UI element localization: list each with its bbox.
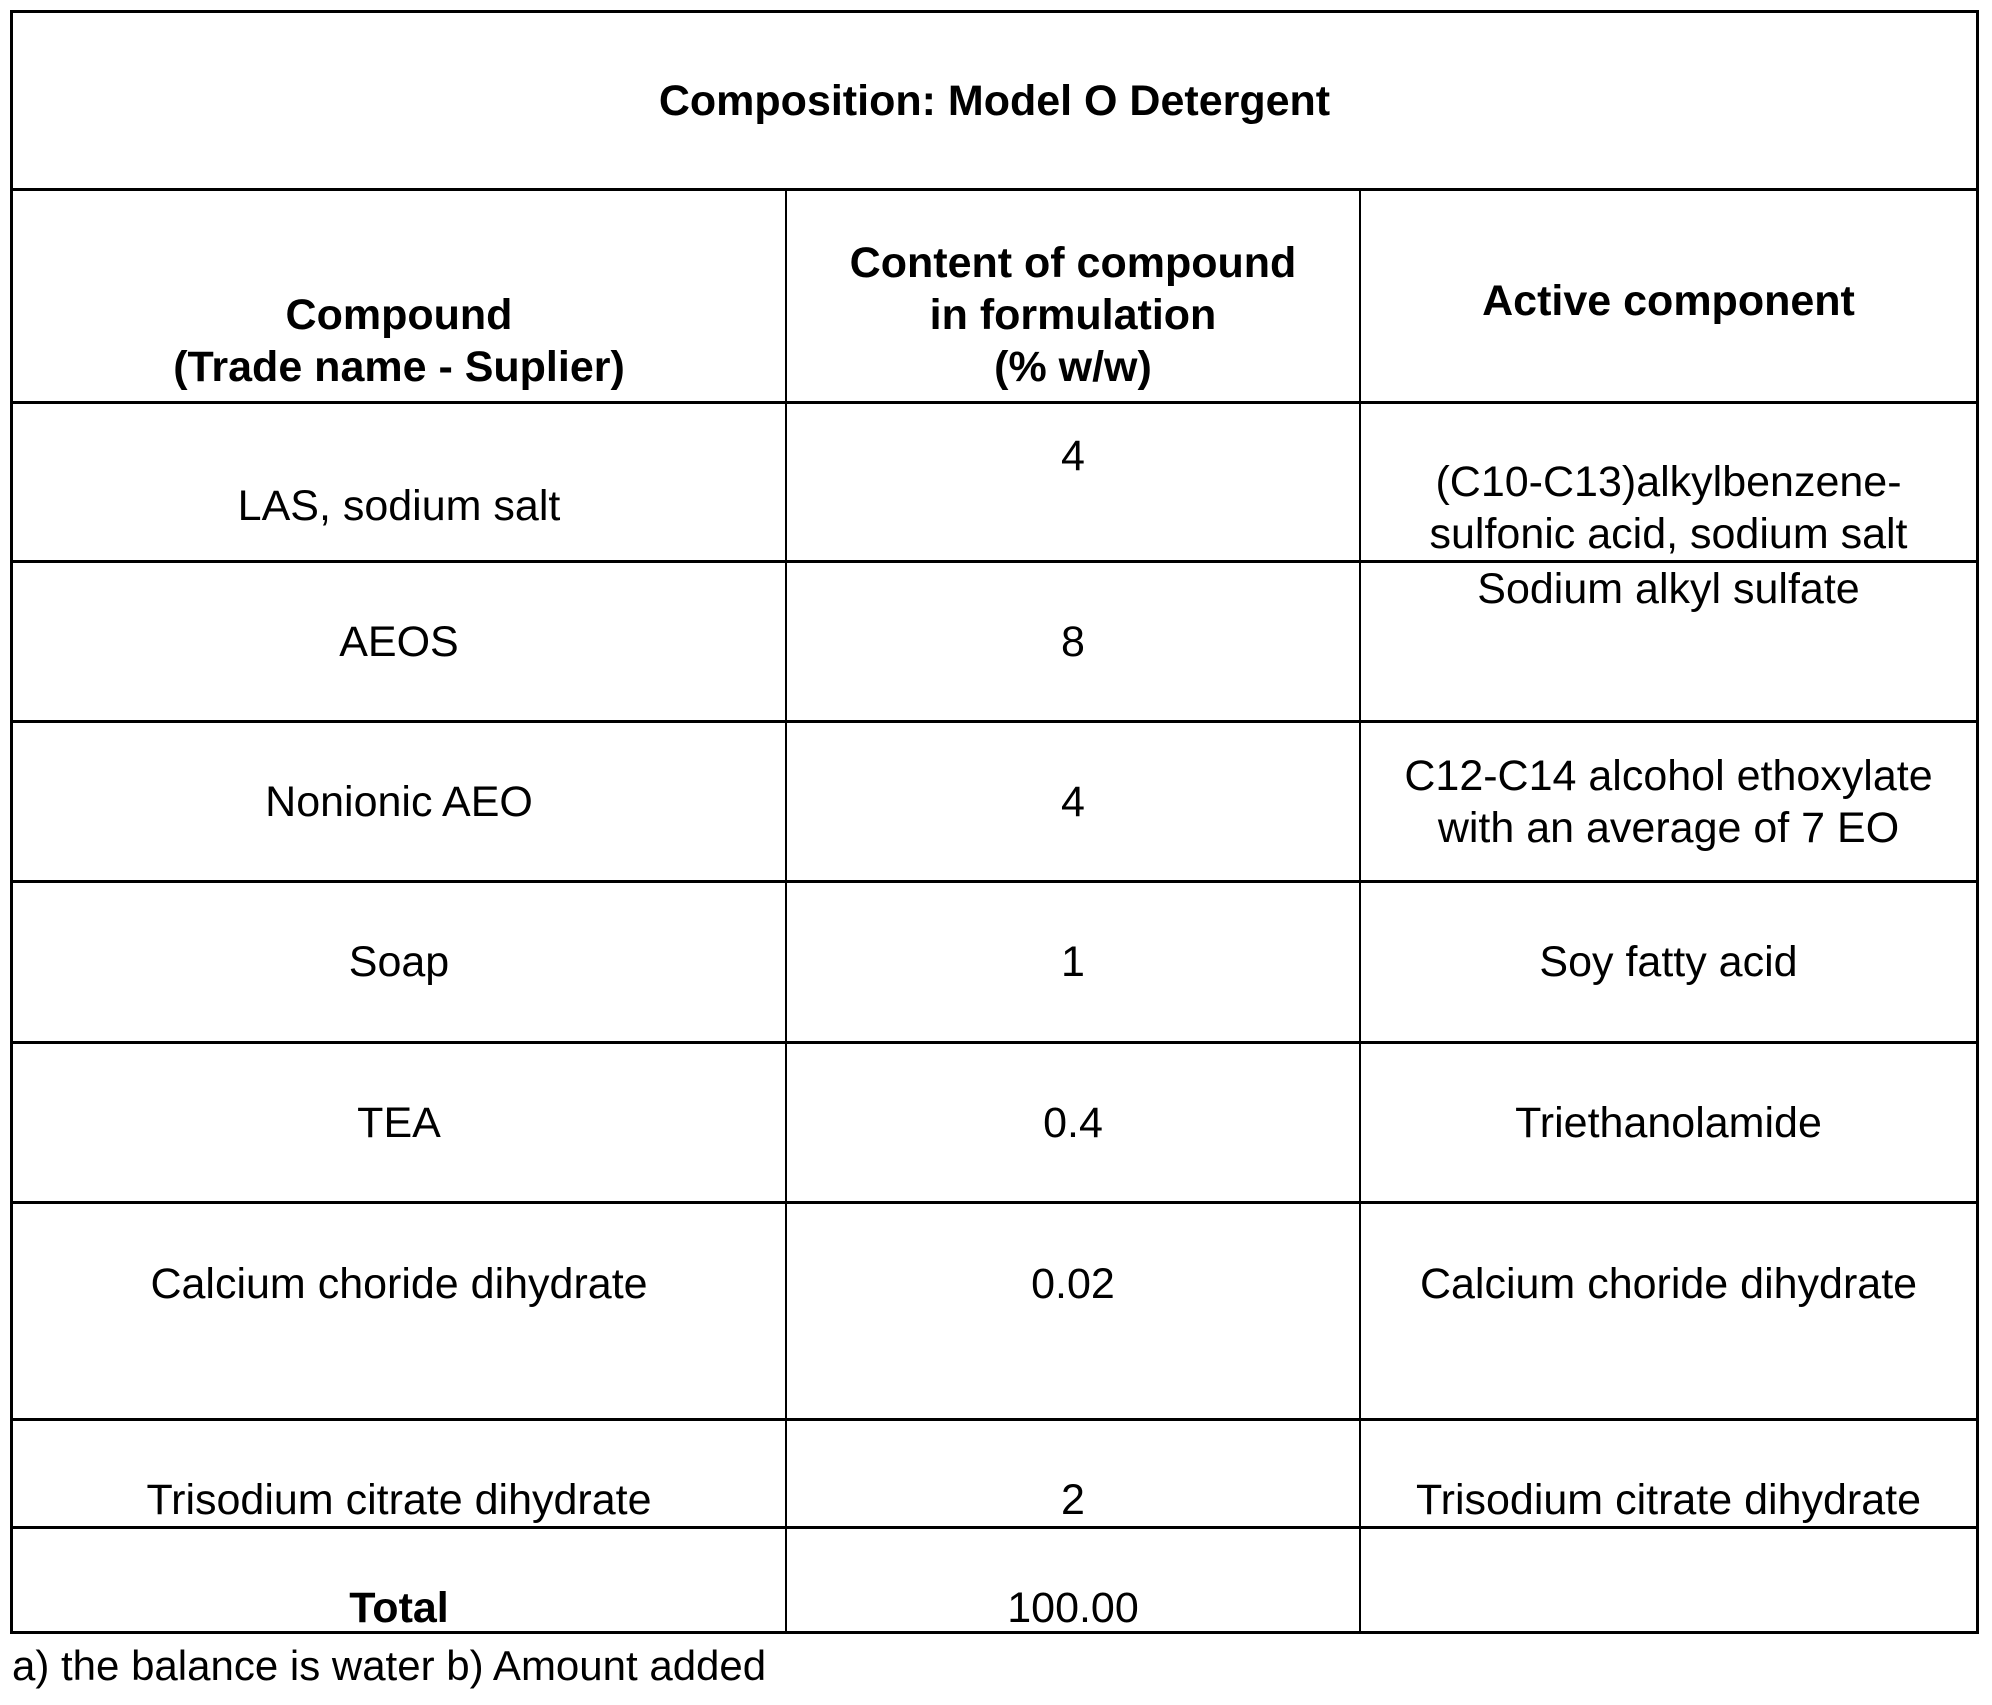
- table-title: [13, 13, 1976, 188]
- header-content: [787, 191, 1359, 401]
- table-row-active: [1361, 563, 1976, 720]
- cell-compound: TEA: [357, 1098, 441, 1147]
- table-row-content: [787, 1421, 1359, 1526]
- cell-active-line2: sulfonic acid, sodium salt: [1429, 510, 1908, 558]
- table-row-active: [1361, 1421, 1976, 1526]
- cell-content: 0.02: [1031, 1260, 1115, 1308]
- cell-content: 1: [1061, 938, 1085, 986]
- total-active: [1361, 1529, 1976, 1634]
- cell-compound: Calcium choride dihydrate: [150, 1260, 648, 1308]
- table-row-content: [787, 1204, 1359, 1418]
- cell-content: 0.4: [1043, 1098, 1103, 1147]
- cell-active-line1: (C10-C13)alkylbenzene-: [1435, 458, 1902, 506]
- cell-content: 4: [1061, 777, 1085, 826]
- table-row-content: [787, 1044, 1359, 1201]
- footnote: a) the balance is water b) Amount added: [12, 1642, 767, 1689]
- table-row-active: [1361, 883, 1976, 1041]
- header-active: [1361, 191, 1976, 401]
- table-row-content: [787, 404, 1359, 560]
- table-row-active: [1361, 1044, 1976, 1201]
- cell-compound: LAS, sodium salt: [237, 482, 561, 530]
- table-row-content: [787, 723, 1359, 880]
- table-row-compound: [13, 1421, 785, 1526]
- cell-content: 8: [1061, 617, 1085, 666]
- cell-active-line1: Triethanolamide: [1515, 1098, 1822, 1147]
- cell-compound: AEOS: [339, 617, 459, 666]
- table-row-content: [787, 563, 1359, 720]
- table-row-active: [1361, 723, 1976, 880]
- table-row-active: [1361, 404, 1976, 560]
- header-content-line1: Content of compound: [849, 239, 1297, 287]
- table-row-content: [787, 883, 1359, 1041]
- cell-compound: Nonionic AEO: [265, 777, 533, 826]
- table-title-text: Composition: Model O Detergent: [658, 76, 1331, 125]
- header-compound-line1: Compound: [285, 291, 513, 339]
- header-content-line3: (% w/w): [994, 343, 1152, 391]
- table-row-compound: [13, 723, 785, 880]
- cell-compound: Trisodium citrate dihydrate: [146, 1476, 652, 1524]
- cell-content: 4: [1061, 432, 1085, 480]
- header-active-line1: Active component: [1482, 277, 1855, 325]
- cell-active-line1: Calcium choride dihydrate: [1419, 1260, 1918, 1308]
- header-compound-line2: (Trade name - Suplier): [173, 343, 625, 391]
- table-row-active: [1361, 1204, 1976, 1418]
- cell-active-line2: with an average of 7 EO: [1437, 803, 1900, 852]
- table-row-compound: [13, 563, 785, 720]
- header-content-line2: in formulation: [929, 291, 1217, 339]
- composition-table: [10, 10, 1979, 1634]
- table-row-compound: [13, 883, 785, 1041]
- cell-active-line1: C12-C14 alcohol ethoxylate: [1404, 751, 1933, 800]
- cell-compound: Soap: [348, 938, 450, 986]
- cell-active-line1: Sodium alkyl sulfate: [1477, 565, 1860, 613]
- cell-active-line1: Soy fatty acid: [1539, 938, 1798, 986]
- table-row-compound: [13, 1204, 785, 1418]
- total-label: [13, 1529, 785, 1634]
- cell-content: 2: [1061, 1476, 1085, 1524]
- total-label-text: Total: [349, 1584, 449, 1632]
- table-row-compound: [13, 1044, 785, 1201]
- total-content-value: 100.00: [1007, 1584, 1139, 1632]
- total-content: [787, 1529, 1359, 1634]
- header-compound: [13, 191, 785, 401]
- table-row-compound: [13, 404, 785, 560]
- cell-active-line1: Trisodium citrate dihydrate: [1415, 1476, 1922, 1524]
